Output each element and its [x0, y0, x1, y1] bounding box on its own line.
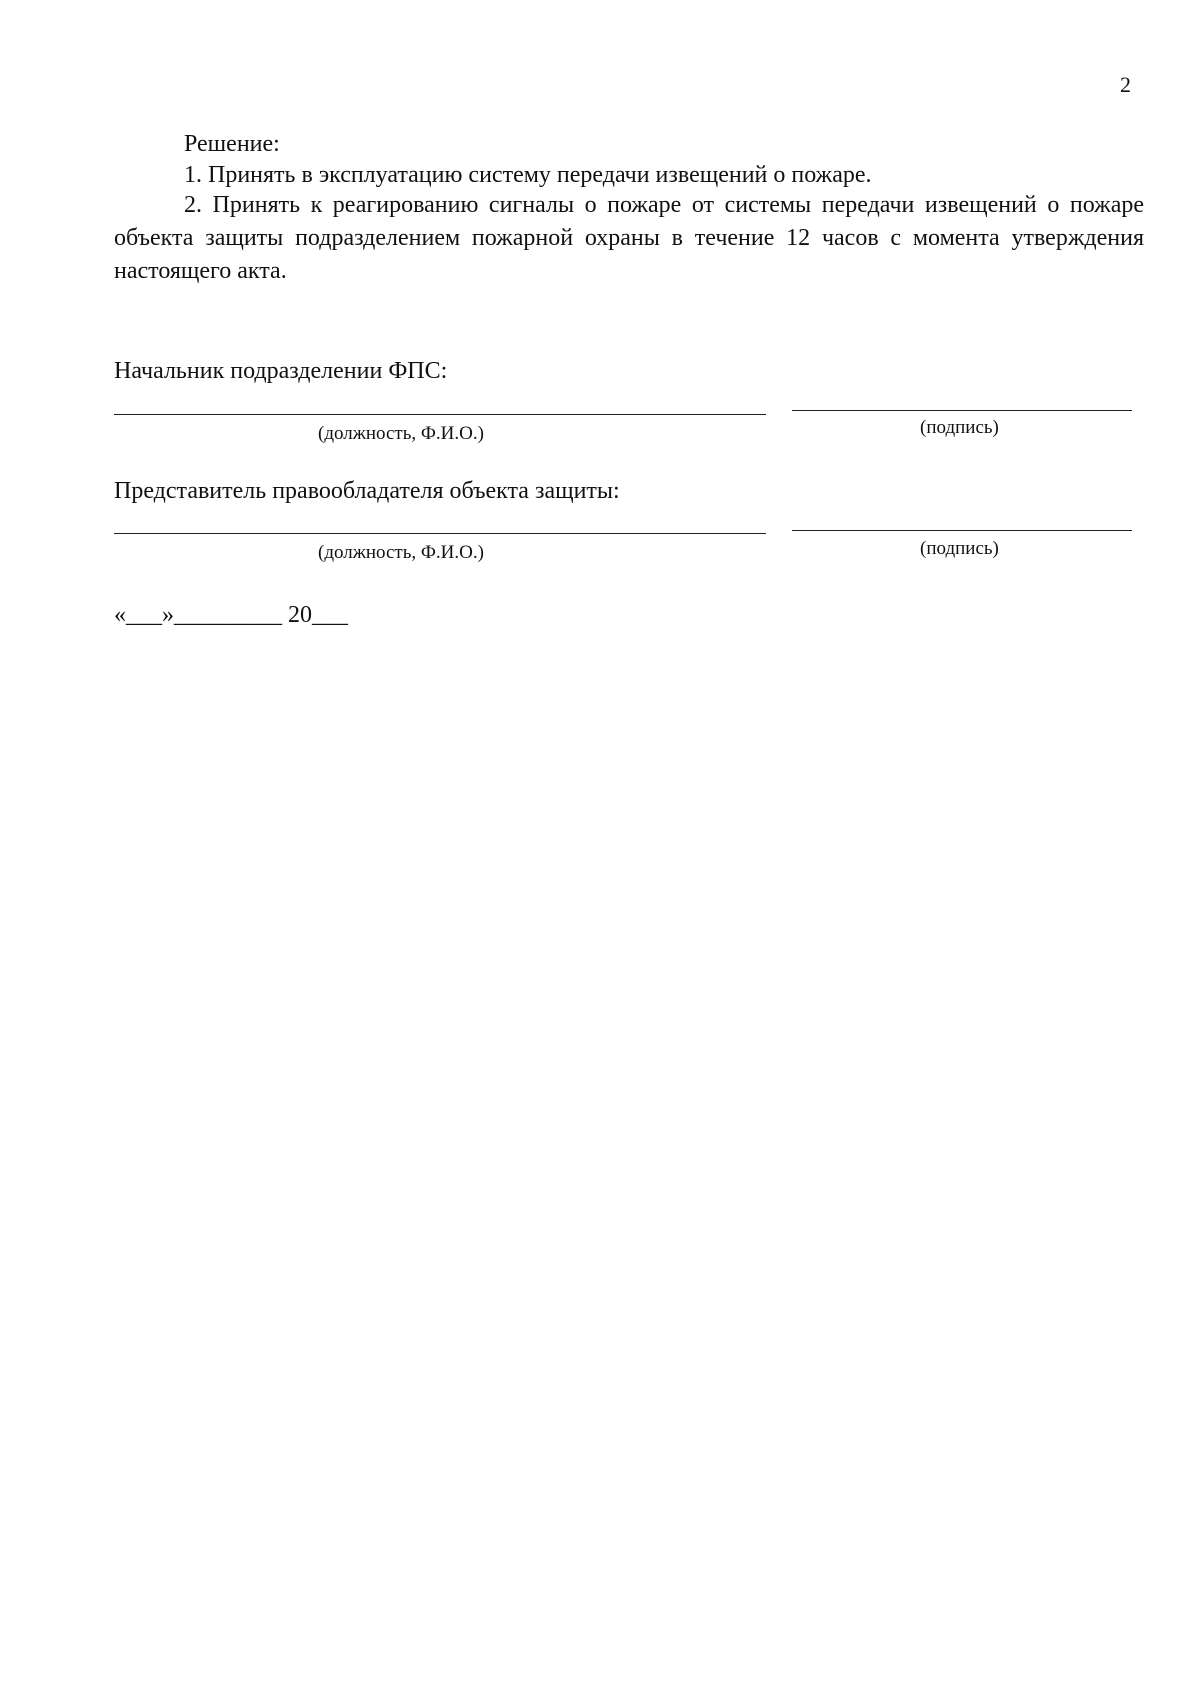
signature-line [792, 410, 1132, 411]
decision-heading-text: Решение: [184, 131, 280, 157]
decision-heading [114, 128, 1144, 161]
page-number: 2 [1120, 72, 1131, 97]
date-field: «___»_________ 20___ [114, 602, 348, 628]
signature-line [792, 530, 1132, 531]
position-name-line [114, 533, 766, 534]
signature-caption: (подпись) [920, 538, 999, 559]
position-name-caption: (должность, Ф.И.О.) [318, 542, 484, 563]
decision-item-1 [114, 159, 1144, 192]
signature-label-owner: Представитель правообладателя объекта защиты: [114, 478, 620, 504]
position-name-caption: (должность, Ф.И.О.) [318, 423, 484, 444]
decision-item-1-text: 1. Принять в эксплуатацию систему передачи извещений о пожаре. [184, 162, 872, 188]
signature-label-fps: Начальник подразделении ФПС: [114, 358, 448, 384]
signature-caption: (подпись) [920, 417, 999, 438]
position-name-line [114, 414, 766, 415]
decision-item-2: 2. Принять к реагированию сигналы о пожаре от системы передачи извещений о пожаре объекта защиты подразделением пожарной охраны в течение 12 часов с момента утверждения настоящего акта. [114, 192, 1144, 284]
